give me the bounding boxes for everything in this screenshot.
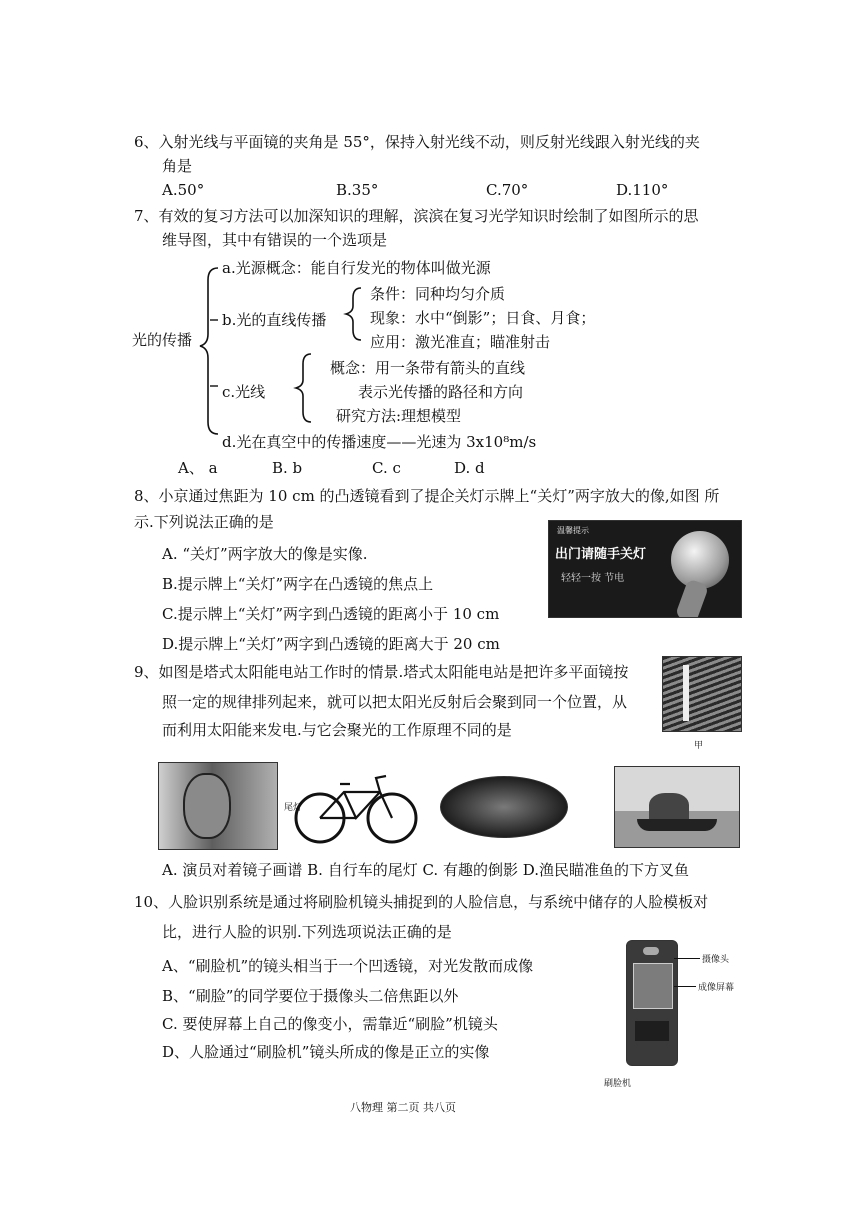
light-switch-sign-image <box>548 520 742 618</box>
q8-stem-line1: 8、小京通过焦距为 10 cm 的凸透镜看到了提企关灯示牌上“关灯”两字放大的像,如图 所 <box>134 487 720 505</box>
q6-option-c: C.70° <box>486 181 529 199</box>
q10-stem-line1: 10、人脸识别系统是通过将刷脸机镜头捕捉到的人脸信息，与系统中储存的人脸模板对 <box>134 893 709 911</box>
solar-figure-label: 甲 <box>694 741 704 751</box>
mindmap-b-application: 应用：激光准直；瞄准射击 <box>370 333 551 351</box>
q10-option-d: D、人脸通过“刷脸机”镜头所成的像是正立的实像 <box>162 1043 490 1061</box>
q9-stem-line2: 照一定的规律排列起来，就可以把太阳光反射后会聚到同一个位置，从 <box>162 693 628 711</box>
solar-tower-image <box>662 656 742 732</box>
camera-pointer-line <box>674 958 700 959</box>
screen-pointer-line <box>674 986 696 987</box>
q10-option-b: B、“刷脸”的同学要位于摄像头二倍焦距以外 <box>162 987 459 1005</box>
fisherman-image <box>614 766 740 848</box>
q8-option-b: B.提示牌上“关灯”两字在凸透镜的焦点上 <box>162 575 434 593</box>
screen-icon <box>633 963 673 1009</box>
mindmap-c-method: 研究方法:理想模型 <box>336 407 462 425</box>
q6-option-d: D.110° <box>616 181 669 199</box>
solar-tower-icon <box>683 665 689 721</box>
mindmap-item-c: c.光线 <box>222 383 266 401</box>
actor-mirror-image <box>158 762 278 850</box>
mindmap-item-a: a.光源概念：能自行发光的物体叫做光源 <box>222 259 491 277</box>
face-scanner-image <box>626 940 678 1066</box>
sign-sub-text: 轻轻一按 节电 <box>561 573 625 584</box>
q8-option-a: A. “关灯”两字放大的像是实像. <box>162 545 368 563</box>
mindmap-item-d: d.光在真空中的传播速度——光速为 3x10⁸m/s <box>222 433 537 451</box>
q9-stem-line3: 而利用太阳能来发电.与它会聚光的工作原理不同的是 <box>162 721 512 739</box>
q7-option-d: D. d <box>454 459 485 477</box>
painted-face-icon <box>183 773 231 839</box>
q6-option-b: B.35° <box>336 181 379 199</box>
mindmap-b-condition: 条件：同种均匀介质 <box>370 285 506 303</box>
q10-option-a: A、“刷脸机”的镜头相当于一个凹透镜，对光发散而成像 <box>162 957 534 975</box>
q6-option-a: A.50° <box>162 181 205 199</box>
screen-label: 成像屏幕 <box>698 983 735 993</box>
machine-label: 刷脸机 <box>604 1079 632 1089</box>
camera-label: 摄像头 <box>702 955 730 965</box>
camera-icon <box>643 947 659 955</box>
mindmap-c-meaning: 表示光传播的路径和方向 <box>358 383 524 401</box>
q7-option-a: A、 a <box>178 459 218 477</box>
boat-icon <box>637 819 717 831</box>
q7-option-b: B. b <box>272 459 303 477</box>
magnifier-globe-icon <box>671 531 729 589</box>
q7-stem-line2: 维导图，其中有错误的一个选项是 <box>162 231 388 249</box>
q6-stem-line1: 6、入射光线与平面镜的夹角是 55°，保持入射光线不动，则反射光线跟入射光线的夹 <box>134 133 700 151</box>
q10-stem-line2: 比，进行人脸的识别.下列选项说法正确的是 <box>162 923 452 941</box>
q8-option-d: D.提示牌上“关灯”两字到凸透镜的距离大于 20 cm <box>162 635 500 653</box>
mindmap-b-phenomenon: 现象：水中“倒影”；日食、月食； <box>370 309 596 327</box>
sign-top-text: 温馨提示 <box>557 526 589 535</box>
keypad-icon <box>635 1021 669 1041</box>
bike-taillight-label: 尾灯 <box>284 803 303 813</box>
reflection-image <box>440 776 568 838</box>
bicycle-image <box>280 766 430 846</box>
page-footer: 八物理 第二页 共八页 <box>350 1101 456 1114</box>
hand-icon <box>675 578 709 618</box>
q10-option-c: C. 要使屏幕上自己的像变小，需靠近“刷脸”机镜头 <box>162 1015 498 1033</box>
mindmap-c-concept: 概念：用一条带有箭头的直线 <box>330 359 526 377</box>
mindmap-root: 光的传播 <box>132 331 193 349</box>
q7-stem-line1: 7、有效的复习方法可以加深知识的理解，滨滨在复习光学知识时绘制了如图所示的思 <box>134 207 699 225</box>
q9-stem-line1: 9、如图是塔式太阳能电站工作时的情景.塔式太阳能电站是把许多平面镜按 <box>134 663 629 681</box>
q9-options: A. 演员对着镜子画谱 B. 自行车的尾灯 C. 有趣的倒影 D.渔民瞄准鱼的下方叉鱼 <box>162 861 689 879</box>
mindmap-item-b: b.光的直线传播 <box>222 311 327 329</box>
sign-main-text: 出门请随手关灯 <box>555 547 647 562</box>
q8-stem-line2: 示.下列说法正确的是 <box>134 513 274 531</box>
q8-option-c: C.提示牌上“关灯”两字到凸透镜的距离小于 10 cm <box>162 605 500 623</box>
q6-stem-line2: 角是 <box>162 157 193 175</box>
q7-option-c: C. c <box>372 459 401 477</box>
